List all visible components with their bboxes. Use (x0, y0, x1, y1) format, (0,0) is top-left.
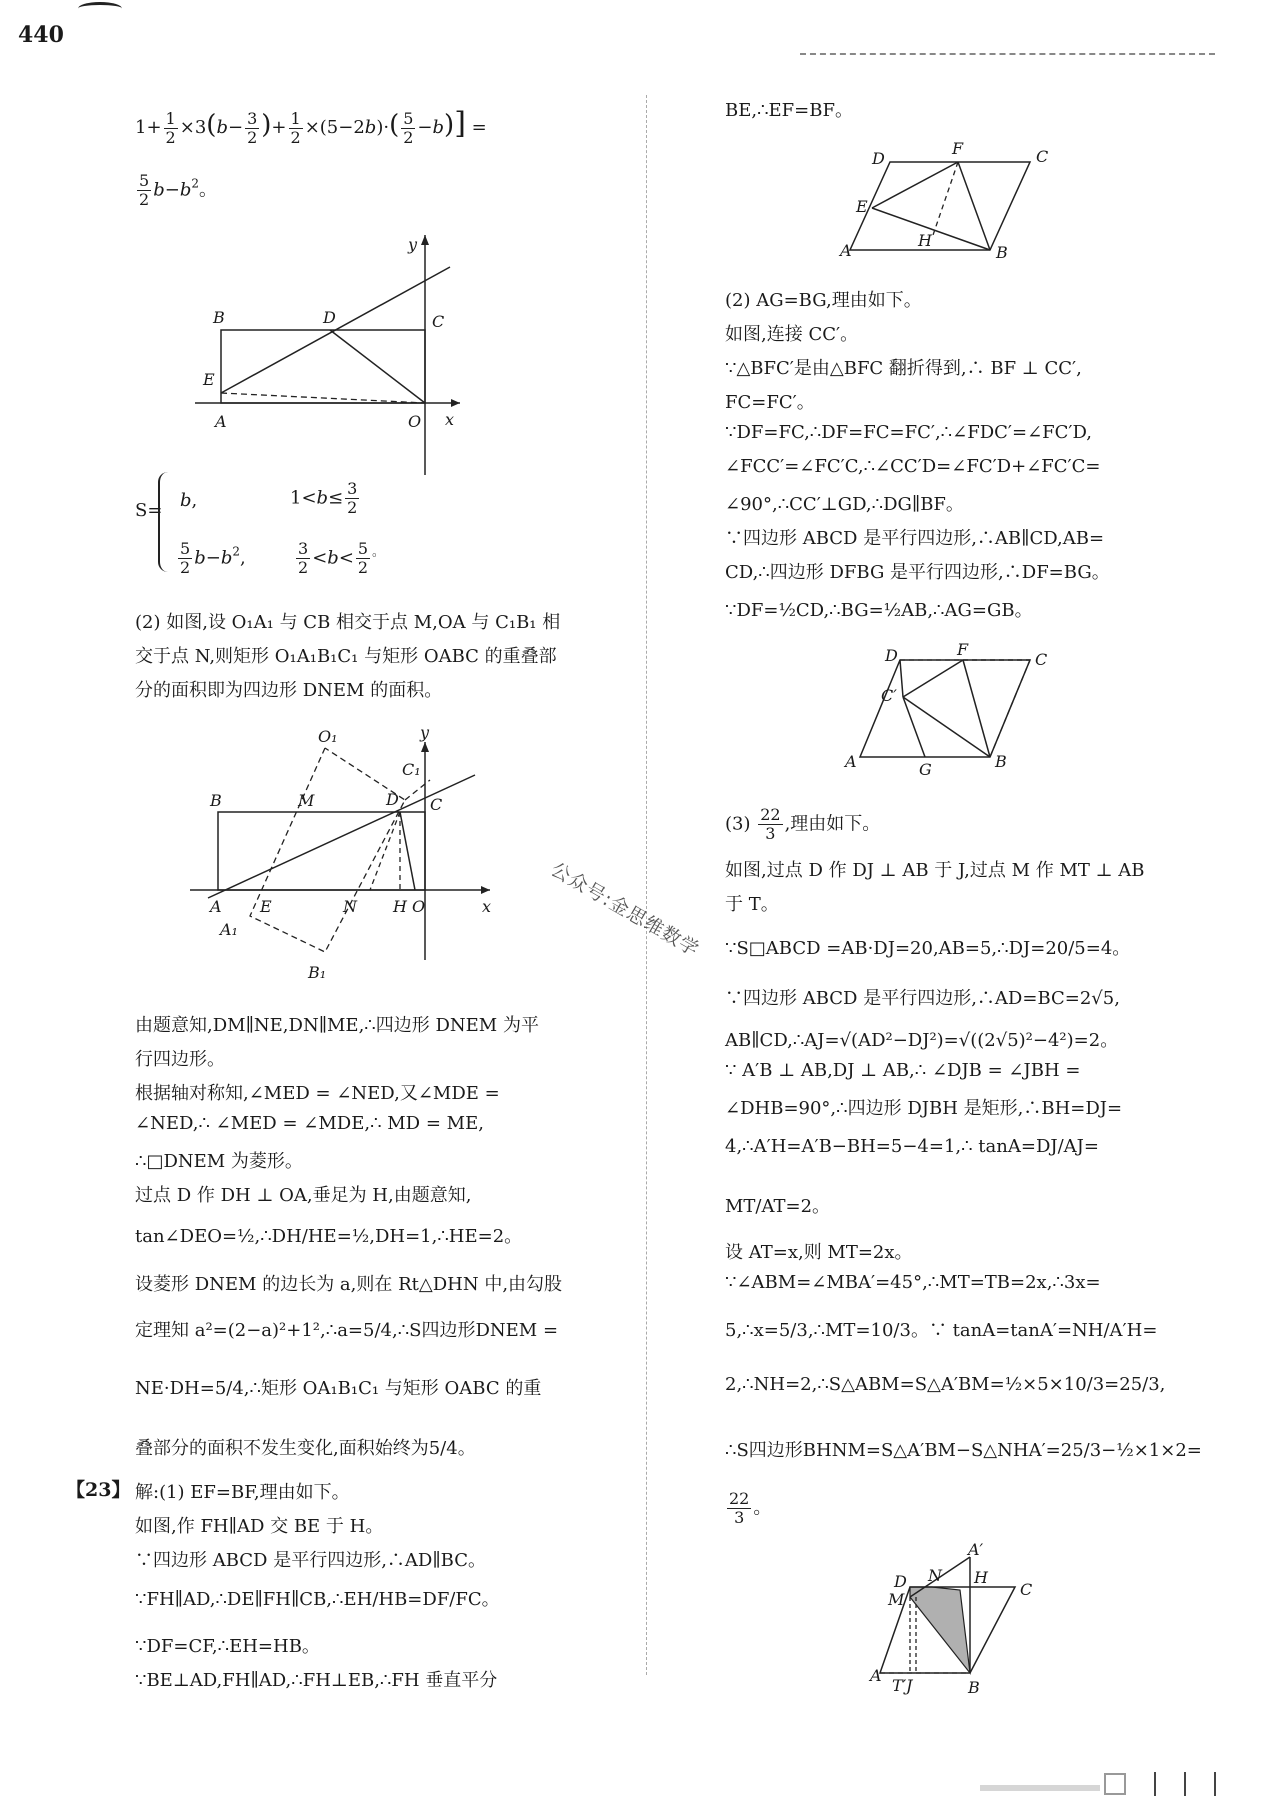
label-y: y (420, 723, 430, 742)
label-E: E (260, 897, 272, 916)
label-J: J (906, 1676, 913, 1695)
label-F: F (952, 139, 964, 158)
r-line-16: ∵四边形 ABCD 是平行四边形,∴AD=BC=2√5, (725, 988, 1120, 1009)
watermark-text: 公众号:金思维数学 (547, 858, 703, 962)
figure-parallelogram-efh (840, 139, 1050, 262)
r-line-18: ∵ A′B ⊥ AB,DJ ⊥ AB,∴ ∠DJB = ∠JBH = (725, 1060, 1081, 1081)
label-F: F (957, 640, 969, 659)
label-C-prime: C′ (881, 686, 897, 705)
text-line-1: 由题意知,DM∥NE,DN∥ME,∴四边形 DNEM 为平 (135, 1015, 539, 1036)
r-line-19: ∠DHB=90°,∴四边形 DJBH 是矩形,∴BH=DJ= (725, 1098, 1123, 1119)
text-line-5: ∴□DNEM 为菱形。 (135, 1151, 303, 1172)
piecewise-case-2-value: $\frac{5}{2}$ $b-b^2$, (180, 539, 246, 577)
equation-line-1: 1+ $\frac{1}{2}$ ×3(b− $\frac{3}{2}$ )+ $\frac{1}{2}$ ×(5−2b)·( $\frac{5}{2}$ −b)] = (135, 106, 487, 147)
r-line-24: 5,∴x=5/3,∴MT=10/3。∵ tanA=tanA′=NH/A′H= (725, 1320, 1158, 1341)
figure-shaded-quadrilateral (870, 1540, 1040, 1697)
label-A: A (840, 241, 852, 260)
text-line-10: NE·DH=5/4,∴矩形 OA₁B₁C₁ 与矩形 OABC 的重 (135, 1378, 542, 1399)
label-B: B (210, 791, 222, 810)
r-line-15: ∵S□ABCD =AB·DJ=20,AB=5,∴DJ=20/5=4。 (725, 938, 1131, 959)
label-D: D (885, 646, 898, 665)
label-B: B (995, 752, 1007, 771)
label-O1: O₁ (318, 727, 338, 746)
part2-line-2: 交于点 N,则矩形 O₁A₁B₁C₁ 与矩形 OABC 的重叠部 (135, 646, 557, 667)
r-line-3: 如图,连接 CC′。 (725, 324, 859, 345)
label-A: A (210, 897, 222, 916)
label-A: A (215, 412, 227, 431)
r-line-10: CD,∴四边形 DFBG 是平行四边形,∴DF=BG。 (725, 562, 1110, 583)
piecewise-lhs: S= (135, 500, 163, 521)
r-line-7: ∠FCC′=∠FC′C,∴∠CC′D=∠FC′D+∠FC′C= (725, 456, 1101, 477)
text-line-11: 叠部分的面积不发生变化,面积始终为5/4。 (135, 1438, 476, 1459)
label-C: C (1020, 1580, 1033, 1599)
label-y: y (408, 235, 418, 254)
r-line-22: 设 AT=x,则 MT=2x。 (725, 1242, 913, 1263)
r-line-12: (3) $\frac{22}{3}$ ,理由如下。 (725, 805, 881, 843)
label-B: B (996, 243, 1008, 262)
label-H: H (393, 897, 407, 916)
r-line-21: MT/AT=2。 (725, 1196, 831, 1217)
label-C: C (1035, 650, 1048, 669)
piecewise-case-1-value: b, (180, 490, 198, 511)
label-x: x (445, 410, 455, 429)
label-A1: A₁ (220, 920, 238, 939)
q23-line-3: ∵四边形 ABCD 是平行四边形,∴AD∥BC。 (135, 1550, 487, 1571)
label-B: B (213, 308, 225, 327)
label-C: C (432, 312, 445, 331)
label-N: N (928, 1566, 942, 1585)
text-line-6: 过点 D 作 DH ⊥ OA,垂足为 H,由题意知, (135, 1185, 472, 1206)
question-number-badge: 【23】 (66, 1479, 131, 1501)
label-A-prime: A′ (968, 1540, 984, 1559)
viewer-control-strip[interactable] (980, 1768, 1240, 1798)
figure-folded-rectangle (190, 720, 510, 980)
column-divider (646, 95, 647, 1675)
r-line-2: (2) AG=BG,理由如下。 (725, 290, 922, 311)
label-G: G (919, 760, 932, 779)
page-corner-arc (78, 2, 122, 15)
r-line-1: BE,∴EF=BF。 (725, 100, 853, 121)
label-A: A (870, 1666, 882, 1685)
r-line-25: 2,∴NH=2,∴S△ABM=S△A′BM=½×5×10/3=25/3, (725, 1374, 1166, 1395)
label-E: E (856, 197, 868, 216)
r-line-9: ∵四边形 ABCD 是平行四边形,∴AB∥CD,AB= (725, 528, 1105, 549)
label-C1: C₁ (402, 760, 421, 779)
q23-line-4: ∵FH∥AD,∴DE∥FH∥CB,∴EH/HB=DF/FC。 (135, 1589, 500, 1610)
r-line-5: FC=FC′。 (725, 392, 815, 413)
label-x: x (482, 897, 492, 916)
page-number: 440 (18, 22, 64, 48)
q23-line-1: 解:(1) EF=BF,理由如下。 (135, 1482, 350, 1503)
part2-line-3: 分的面积即为四边形 DNEM 的面积。 (135, 680, 443, 701)
label-M: M (888, 1590, 905, 1609)
text-line-3: 根据轴对称知,∠MED = ∠NED,又∠MDE = (135, 1083, 500, 1104)
label-D: D (323, 308, 336, 327)
r-line-17: AB∥CD,∴AJ=√(AD²−DJ²)=√((2√5)²−4²)=2。 (725, 1030, 1119, 1051)
r-line-8: ∠90°,∴CC′⊥GD,∴DG∥BF。 (725, 494, 964, 515)
piecewise-case-2-condition: $\frac{3}{2}$ <b< $\frac{5}{2}$ 。 (298, 539, 385, 577)
label-M: M (298, 791, 315, 810)
piecewise-brace (158, 472, 174, 572)
label-B: B (968, 1678, 980, 1697)
figure-parallelogram-fold (845, 640, 1055, 779)
r-line-13: 如图,过点 D 作 DJ ⊥ AB 于 J,过点 M 作 MT ⊥ AB (725, 860, 1145, 881)
label-A: A (845, 752, 857, 771)
r-line-27: $\frac{22}{3}$ 。 (729, 1489, 772, 1527)
q23-line-5: ∵DF=CF,∴EH=HB。 (135, 1636, 320, 1657)
r-line-20: 4,∴A′H=A′B−BH=5−4=1,∴ tanA=DJ/AJ= (725, 1136, 1099, 1157)
r-line-4: ∵△BFC′是由△BFC 翻折得到,∴ BF ⊥ CC′, (725, 358, 1082, 379)
label-C: C (430, 795, 443, 814)
r-line-14: 于 T。 (725, 894, 779, 915)
q23-line-6: ∵BE⊥AD,FH∥AD,∴FH⊥EB,∴FH 垂直平分 (135, 1670, 498, 1691)
label-C: C (1036, 147, 1049, 166)
r-line-6: ∵DF=FC,∴DF=FC=FC′,∴∠FDC′=∠FC′D, (725, 422, 1093, 443)
figure-coordinate-rectangle (195, 235, 465, 475)
label-O: O (408, 412, 422, 431)
label-E: E (203, 370, 215, 389)
text-line-8: 设菱形 DNEM 的边长为 a,则在 Rt△DHN 中,由勾股 (135, 1274, 563, 1295)
text-line-9: 定理知 a²=(2−a)²+1²,∴a=5/4,∴S四边形DNEM = (135, 1320, 559, 1341)
label-H: H (918, 231, 932, 250)
q23-line-2: 如图,作 FH∥AD 交 BE 于 H。 (135, 1516, 384, 1537)
label-O: O (412, 897, 426, 916)
label-T: T′ (892, 1676, 907, 1695)
label-D: D (872, 149, 885, 168)
text-line-4: ∠NED,∴ ∠MED = ∠MDE,∴ MD = ME, (135, 1113, 484, 1134)
r-line-23: ∵∠ABM=∠MBA′=45°,∴MT=TB=2x,∴3x= (725, 1272, 1101, 1293)
label-H: H (974, 1568, 988, 1587)
text-line-7: tan∠DEO=½,∴DH/HE=½,DH=1,∴HE=2。 (135, 1226, 523, 1247)
part2-line-1: (2) 如图,设 O₁A₁ 与 CB 相交于点 M,OA 与 C₁B₁ 相 (135, 612, 561, 633)
label-D: D (894, 1572, 907, 1591)
label-D: D (386, 790, 399, 809)
text-line-2: 行四边形。 (135, 1049, 225, 1070)
equation-line-2: $\frac{5}{2}$ $b-b^2$。 (139, 171, 217, 209)
label-B1: B₁ (308, 963, 327, 982)
piecewise-case-1-condition: 1<b≤ $\frac{3}{2}$ (290, 479, 358, 517)
r-line-26: ∴S四边形BHNM=S△A′BM−S△NHA′=25/3−½×1×2= (725, 1440, 1202, 1461)
r-line-11: ∵DF=½CD,∴BG=½AB,∴AG=GB。 (725, 600, 1033, 621)
header-dashed-rule (800, 53, 1215, 55)
label-N: N (343, 897, 357, 916)
